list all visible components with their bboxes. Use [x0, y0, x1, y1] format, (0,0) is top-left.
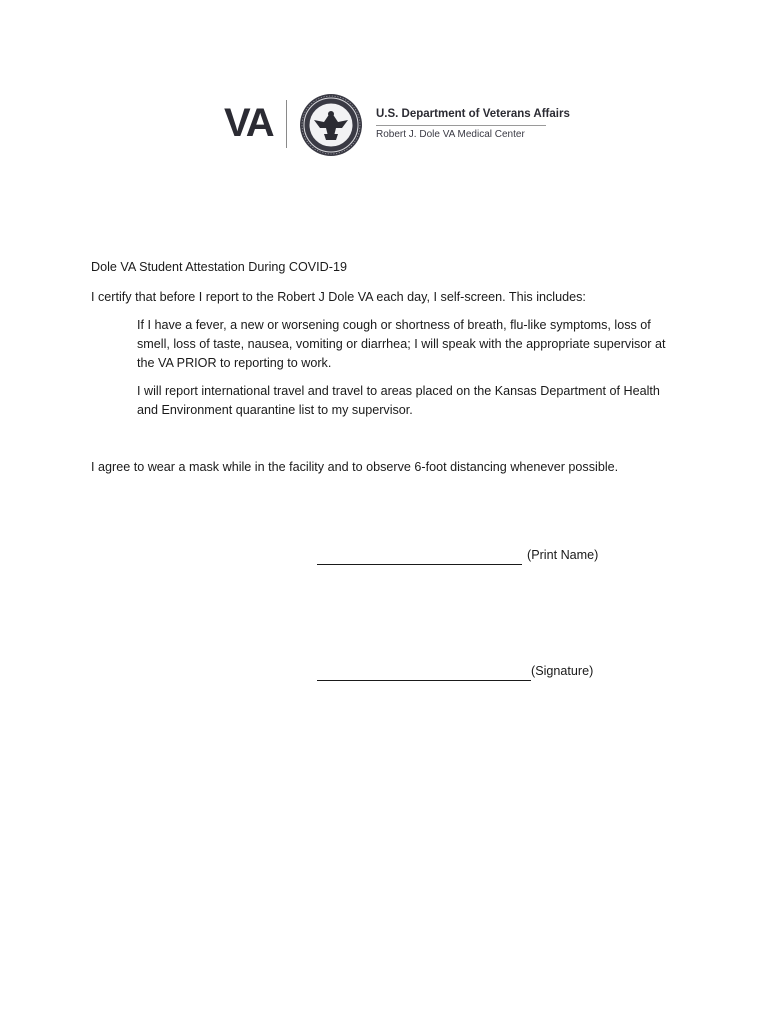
- header-logo-block: [224, 92, 570, 156]
- mask-agreement: I agree to wear a mask while in the facility and to observe 6-foot distancing whenever possible.: [91, 460, 619, 474]
- va-seal-icon: [298, 92, 364, 158]
- signature-line[interactable]: [317, 666, 531, 681]
- agency-rule: [376, 125, 546, 126]
- print-name-label: (Print Name): [527, 548, 599, 562]
- certify-statement: I certify that before I report to the Robert J Dole VA each day, I self-screen. This includes:: [91, 290, 586, 304]
- print-name-line[interactable]: [317, 550, 522, 565]
- signature-field: [317, 662, 593, 681]
- signature-label: (Signature): [531, 664, 594, 678]
- travel-item: I will report international travel and travel to areas placed on the Kansas Department of Health and Environment quarantine list to my supervisor.: [137, 384, 660, 417]
- symptoms-item: If I have a fever, a new or worsening cough or shortness of breath, flu-like symptoms, loss of smell, loss of taste, nausea, vomiting or diarrhea; I will speak with the appropriate supervisor at the VA PRIOR to reporting to work.: [137, 318, 666, 370]
- document-title: Dole VA Student Attestation During COVID-19: [91, 260, 347, 274]
- print-name-field: [317, 546, 598, 565]
- logo-divider: [286, 100, 287, 148]
- facility-name: Robert J. Dole VA Medical Center: [376, 129, 525, 140]
- va-logo: VA: [224, 101, 273, 145]
- agency-name: U.S. Department of Veterans Affairs: [376, 108, 570, 120]
